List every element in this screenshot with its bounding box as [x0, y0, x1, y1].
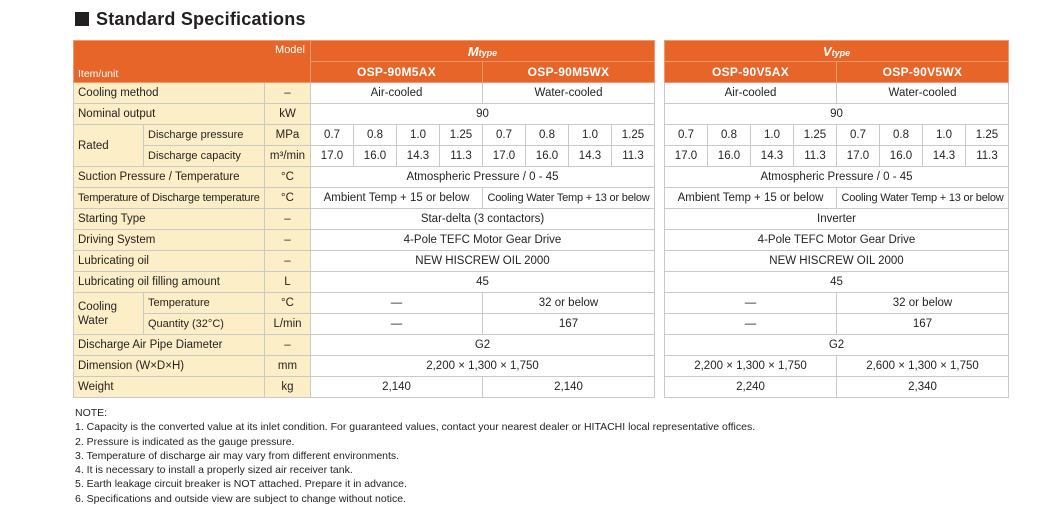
- pressure-cell: 0.7: [483, 125, 526, 146]
- unit-cell: –: [265, 83, 311, 104]
- unit-cell: –: [265, 209, 311, 230]
- value-cell: Cooling Water Temp + 13 or below: [483, 188, 655, 209]
- capacity-cell: 17.0: [311, 146, 354, 167]
- notes-section: [75, 406, 755, 506]
- value-cell: Air-cooled: [311, 83, 483, 104]
- value-cell: 167: [837, 314, 1009, 335]
- value-cell: Ambient Temp + 15 or below: [311, 188, 483, 209]
- pressure-cell: 0.8: [354, 125, 397, 146]
- pressure-cell: 0.8: [708, 125, 751, 146]
- unit-cell: kg: [265, 377, 311, 398]
- item-unit-label: Item/unit: [78, 68, 119, 80]
- value-cell: Atmospheric Pressure / 0 - 45: [665, 167, 1009, 188]
- value-cell: Atmospheric Pressure / 0 - 45: [311, 167, 655, 188]
- pressure-cell: 1.25: [612, 125, 655, 146]
- value-cell: 167: [483, 314, 655, 335]
- model-osp-90v5wx: OSP-90V5WX: [837, 62, 1009, 83]
- spec-table-m-type: [73, 40, 655, 398]
- unit-cell: L/min: [265, 314, 311, 335]
- pressure-cell: 1.0: [569, 125, 612, 146]
- pressure-cell: 1.0: [923, 125, 966, 146]
- value-cell: 2,600 × 1,300 × 1,750: [837, 356, 1009, 377]
- pressure-cell: 0.8: [526, 125, 569, 146]
- value-cell: G2: [311, 335, 655, 356]
- page-title: [75, 8, 306, 30]
- unit-cell: mm: [265, 356, 311, 377]
- row-label-cw-temperature: Temperature: [144, 293, 265, 314]
- capacity-cell: 11.3: [794, 146, 837, 167]
- value-cell: Star-delta (3 contactors): [311, 209, 655, 230]
- value-cell: Ambient Temp + 15 or below: [665, 188, 837, 209]
- note-item: 6. Specifications and outside view are subject to change without notice.: [75, 492, 406, 505]
- pressure-cell: 0.7: [837, 125, 880, 146]
- pressure-cell: 1.0: [397, 125, 440, 146]
- row-label-temp-discharge: Temperature of Discharge temperature: [74, 188, 265, 209]
- v-type-suffix: type: [831, 47, 851, 58]
- unit-cell: °C: [265, 167, 311, 188]
- row-label-weight: Weight: [74, 377, 265, 398]
- value-cell: Cooling Water Temp + 13 or below: [837, 188, 1009, 209]
- value-cell: 32 or below: [483, 293, 655, 314]
- row-label-starting-type: Starting Type: [74, 209, 265, 230]
- page-title-text: Standard Specifications: [96, 8, 306, 29]
- row-label-pipe-diameter: Discharge Air Pipe Diameter: [74, 335, 265, 356]
- capacity-cell: 16.0: [708, 146, 751, 167]
- row-label-cw-quantity: Quantity (32°C): [144, 314, 265, 335]
- unit-cell: m³/min: [265, 146, 311, 167]
- pressure-cell: 1.25: [440, 125, 483, 146]
- capacity-cell: 14.3: [923, 146, 966, 167]
- row-label-nominal-output: Nominal output: [74, 104, 265, 125]
- capacity-cell: 14.3: [397, 146, 440, 167]
- value-cell: NEW HISCREW OIL 2000: [665, 251, 1009, 272]
- capacity-cell: 16.0: [354, 146, 397, 167]
- note-item: 3. Temperature of discharge air may vary from different environments.: [75, 449, 400, 462]
- pressure-cell: 0.7: [311, 125, 354, 146]
- value-cell: 2,200 × 1,300 × 1,750: [311, 356, 655, 377]
- value-cell: 4-Pole TEFC Motor Gear Drive: [311, 230, 655, 251]
- value-cell: 45: [665, 272, 1009, 293]
- model-osp-90v5ax: OSP-90V5AX: [665, 62, 837, 83]
- capacity-cell: 16.0: [526, 146, 569, 167]
- value-cell: 90: [665, 104, 1009, 125]
- spec-table-v-type: [664, 40, 1009, 398]
- note-item: 1. Capacity is the converted value at its inlet condition. For guaranteed values, contact your nearest dealer or HITACHI local representative offices.: [75, 421, 756, 434]
- unit-cell: –: [265, 230, 311, 251]
- capacity-cell: 14.3: [751, 146, 794, 167]
- row-label-cooling-method: Cooling method: [74, 83, 265, 104]
- note-item: 5. Earth leakage circuit breaker is NOT attached. Prepare it in advance.: [75, 478, 407, 491]
- value-cell: 4-Pole TEFC Motor Gear Drive: [665, 230, 1009, 251]
- value-cell: 2,140: [483, 377, 655, 398]
- capacity-cell: 14.3: [569, 146, 612, 167]
- row-label-discharge-pressure: Discharge pressure: [144, 125, 265, 146]
- v-type-letter: V: [822, 43, 832, 59]
- v-type-header: [665, 41, 1009, 62]
- row-label-lubricating-fill: Lubricating oil filling amount: [74, 272, 265, 293]
- m-type-suffix: type: [478, 47, 498, 58]
- value-cell: 2,240: [665, 377, 837, 398]
- m-type-header: [311, 41, 655, 62]
- value-cell: 2,340: [837, 377, 1009, 398]
- model-label: Model: [275, 44, 305, 56]
- pressure-cell: 0.7: [665, 125, 708, 146]
- model-osp-90m5ax: OSP-90M5AX: [311, 62, 483, 83]
- pressure-cell: 1.0: [751, 125, 794, 146]
- capacity-cell: 17.0: [665, 146, 708, 167]
- pressure-cell: 1.25: [966, 125, 1009, 146]
- value-cell: Air-cooled: [665, 83, 837, 104]
- value-cell: 2,200 × 1,300 × 1,750: [665, 356, 837, 377]
- capacity-cell: 11.3: [440, 146, 483, 167]
- unit-cell: °C: [265, 293, 311, 314]
- row-label-discharge-capacity: Discharge capacity: [144, 146, 265, 167]
- pressure-cell: 1.25: [794, 125, 837, 146]
- value-cell: Water-cooled: [837, 83, 1009, 104]
- unit-cell: L: [265, 272, 311, 293]
- row-label-suction: Suction Pressure / Temperature: [74, 167, 265, 188]
- value-cell: —: [311, 314, 483, 335]
- row-label-driving-system: Driving System: [74, 230, 265, 251]
- value-cell: —: [665, 293, 837, 314]
- row-label-dimension: Dimension (W×D×H): [74, 356, 265, 377]
- m-type-letter: M: [467, 43, 479, 59]
- model-osp-90m5wx: OSP-90M5WX: [483, 62, 655, 83]
- value-cell: —: [665, 314, 837, 335]
- unit-cell: °C: [265, 188, 311, 209]
- notes-heading: NOTE:: [75, 407, 108, 419]
- capacity-cell: 16.0: [880, 146, 923, 167]
- capacity-cell: 11.3: [966, 146, 1009, 167]
- row-label-cooling-water: Cooling Water: [74, 293, 144, 335]
- unit-cell: –: [265, 335, 311, 356]
- capacity-cell: 17.0: [483, 146, 526, 167]
- value-cell: 90: [311, 104, 655, 125]
- capacity-cell: 11.3: [612, 146, 655, 167]
- unit-cell: kW: [265, 104, 311, 125]
- capacity-cell: 17.0: [837, 146, 880, 167]
- value-cell: 2,140: [311, 377, 483, 398]
- note-item: 4. It is necessary to install a properly sized air receiver tank.: [75, 464, 353, 477]
- value-cell: Water-cooled: [483, 83, 655, 104]
- unit-cell: MPa: [265, 125, 311, 146]
- row-label-lubricating-oil: Lubricating oil: [74, 251, 265, 272]
- unit-cell: –: [265, 251, 311, 272]
- value-cell: Inverter: [665, 209, 1009, 230]
- row-label-rated: Rated: [74, 125, 144, 167]
- value-cell: —: [311, 293, 483, 314]
- pressure-cell: 0.8: [880, 125, 923, 146]
- value-cell: NEW HISCREW OIL 2000: [311, 251, 655, 272]
- title-square-bullet: [75, 12, 89, 26]
- model-item-header-cell: [74, 41, 311, 83]
- note-item: 2. Pressure is indicated as the gauge pressure.: [75, 435, 295, 448]
- value-cell: 45: [311, 272, 655, 293]
- value-cell: 32 or below: [837, 293, 1009, 314]
- value-cell: G2: [665, 335, 1009, 356]
